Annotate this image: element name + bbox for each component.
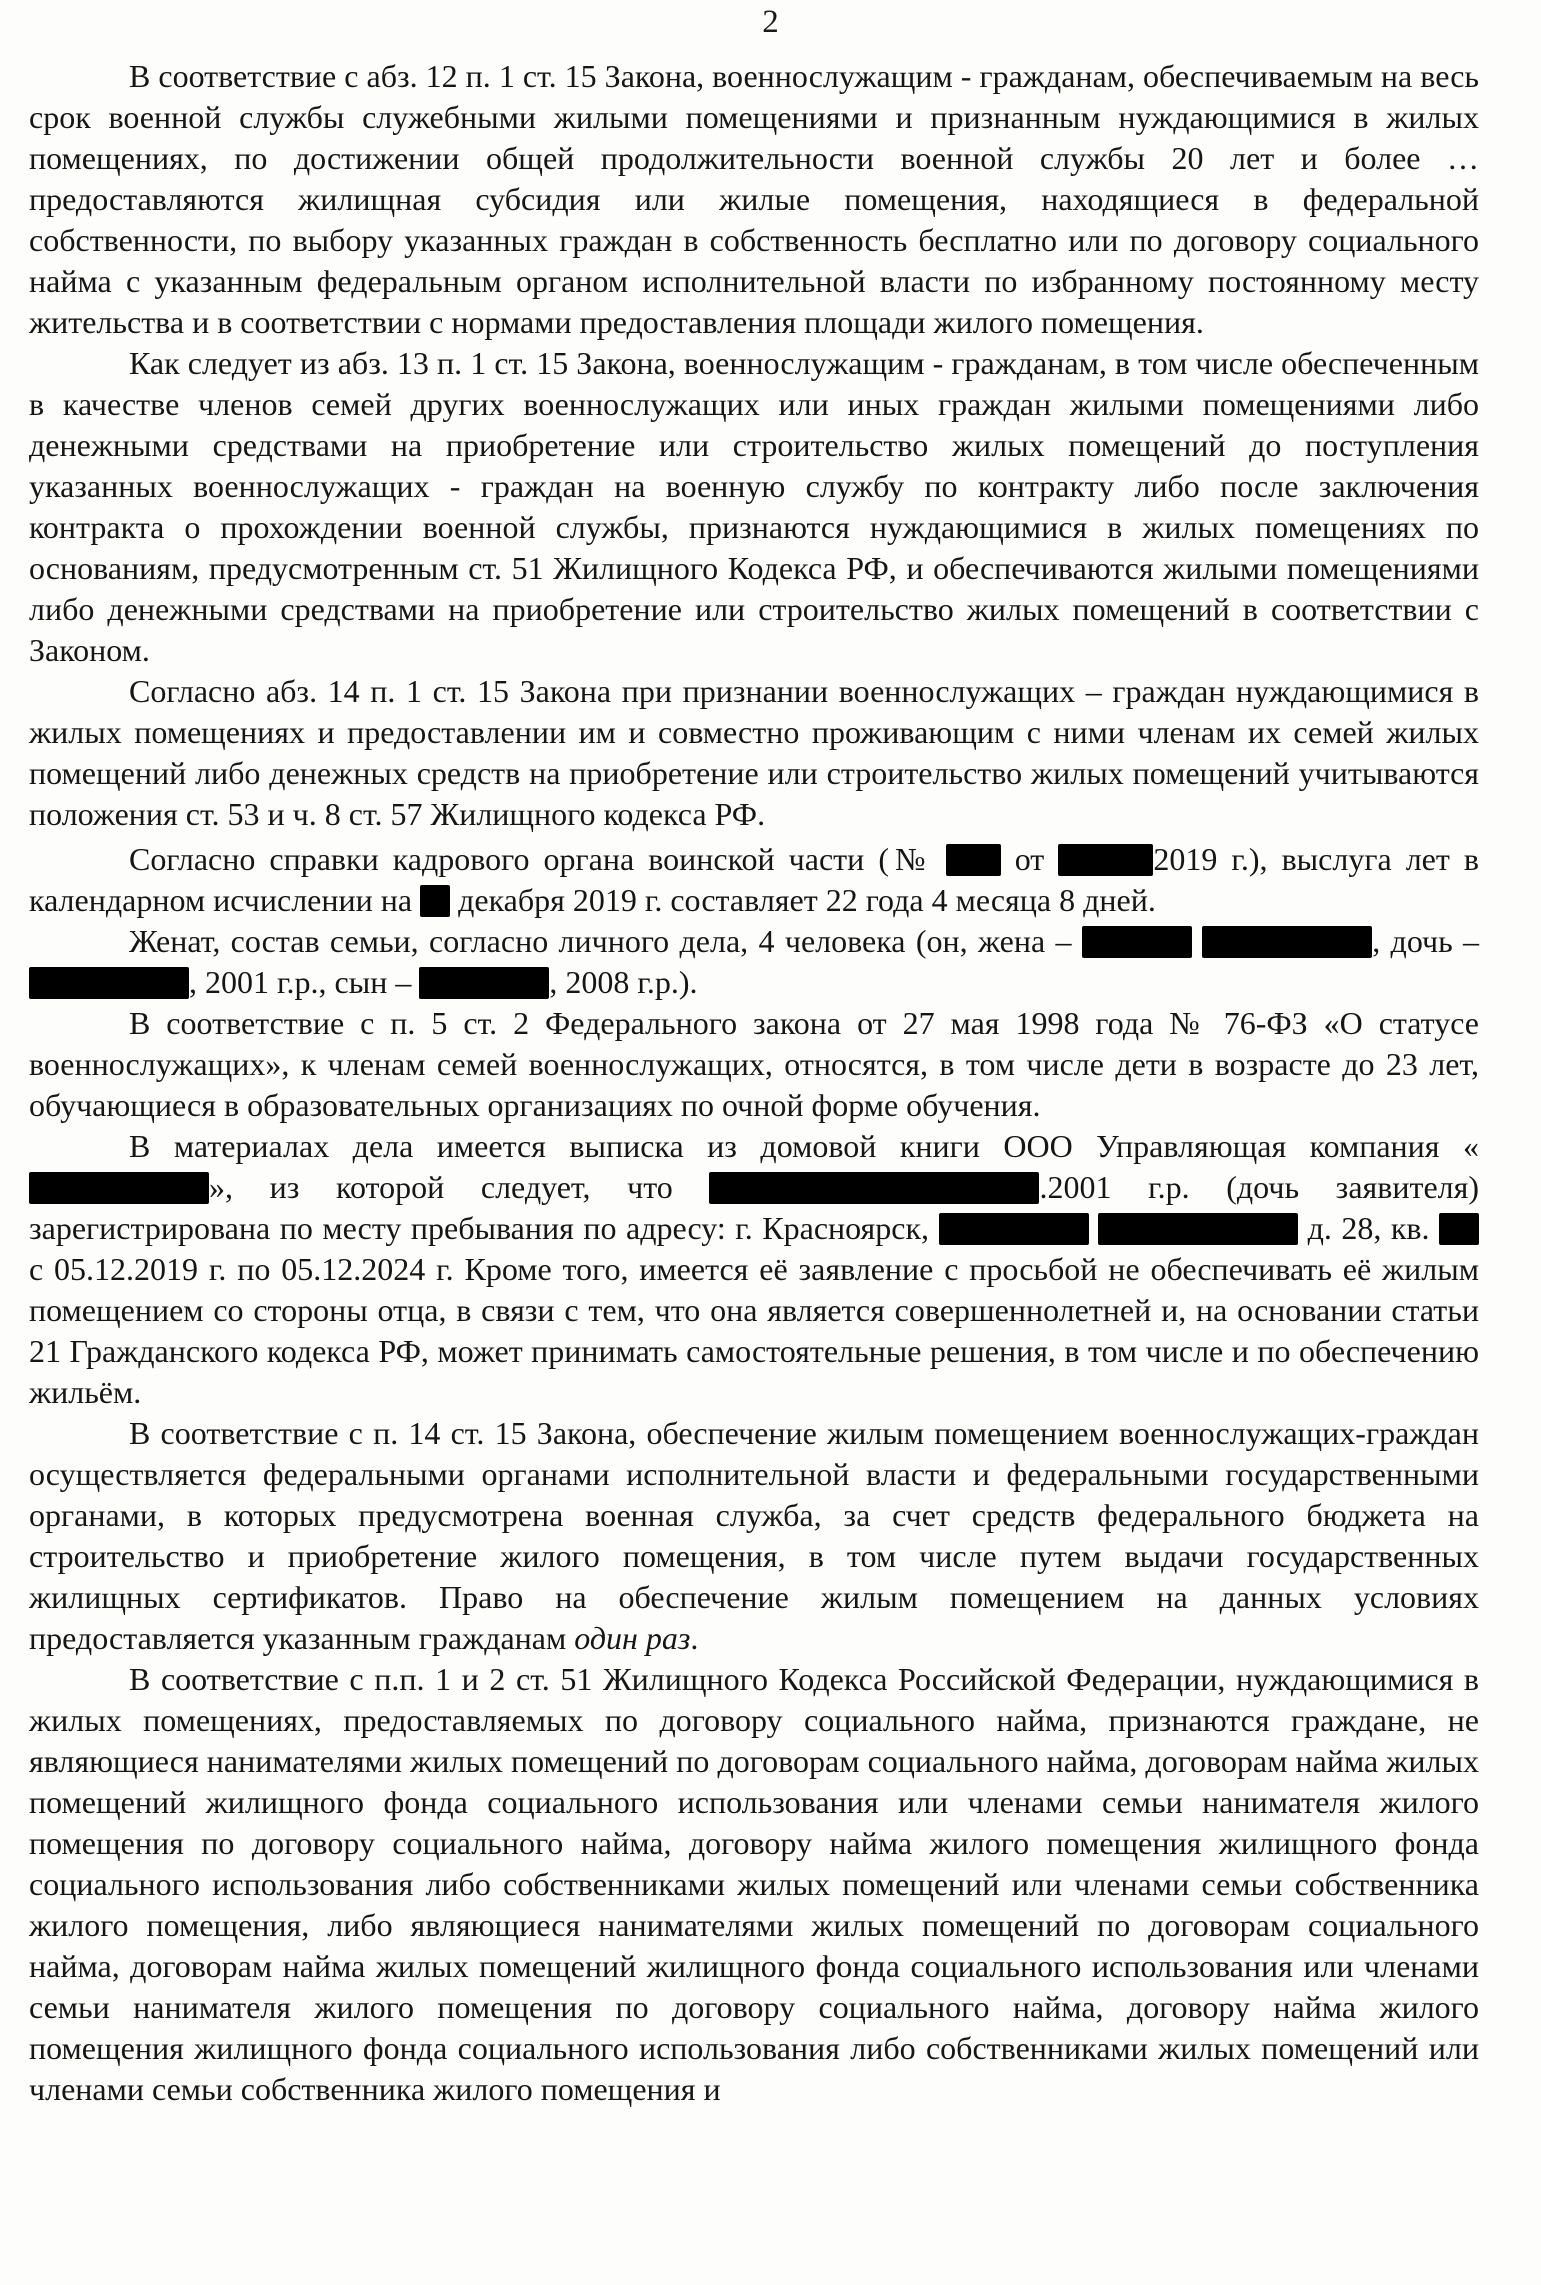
paragraph-8 xyxy=(29,1413,1479,1659)
p4-text-c: 2019 г.), выслуга лет в календарном исчислении на xyxy=(29,841,1480,918)
redaction-box xyxy=(1058,844,1153,876)
paragraph-6: В соответствие с п. 5 ст. 2 Федерального закона от 27 мая 1998 года № 76-ФЗ «О статусе военнослужащих», к членам семей военнослужащих, относятся, в том числе дети в возрасте до 23 лет, обучающиеся в образовательных организациях по очной форме обучения. xyxy=(29,1005,1479,1123)
p7-text-b: », из которой следует, что xyxy=(209,1169,673,1205)
redaction-box xyxy=(29,967,189,999)
paragraph-5 xyxy=(29,921,1479,1003)
redaction-box xyxy=(1439,1213,1479,1245)
p8-text-a: В соответствие с п. 14 ст. 15 Закона, обеспечение жилым помещением военнослужащих-граждан осуществляется федеральными органами исполнительной власти и федеральными государственными органами, в которых предусмотрена военная служба, за счет средств федерального бюджета на строительство и приобретение жилого помещения, в том числе путем выдачи государственных жилищных сертификатов. Право на обеспечение жилым помещением на данных условиях предоставляется указанным гражданам xyxy=(29,1415,1479,1656)
document-body xyxy=(29,56,1479,2110)
page-number: 2 xyxy=(762,4,779,40)
redaction-box xyxy=(946,844,1001,876)
p8-text-c: . xyxy=(690,1620,699,1656)
paragraph-9: В соответствие с п.п. 1 и 2 ст. 51 Жилищного Кодекса Российской Федерации, нуждающимися в жилых помещениях, предоставляемых по договору социального найма, признаются граждане, не являющиеся нанимателями жилых помещений по договорам социального найма, договорам найма жилых помещений жилищного фонда социального использования или членами семьи нанимателя жилого помещения по договору социального найма, договору найма жилого помещения жилищного фонда социального использования либо собственниками жилых помещений или членами семьи собственника жилого помещения, либо являющиеся нанимателями жилых помещений по договорам социального найма, договорам найма жилых помещений жилищного фонда социального использования или членами семьи нанимателя жилого помещения по договору социального найма, договору найма жилого помещения жилищного фонда социального использования либо собственниками жилых помещений или членами семьи собственника жилого помещения и xyxy=(29,1661,1479,2107)
redaction-box xyxy=(939,1213,1089,1245)
p7-text-d: д. 28, кв. xyxy=(1307,1210,1430,1246)
redaction-box xyxy=(1098,1213,1298,1245)
paragraph-3: Согласно абз. 14 п. 1 ст. 15 Закона при признании военнослужащих – граждан нуждающимися в жилых помещениях и предоставлении им и совместно проживающим с ними членам их семей жилых помещений либо денежных средств на приобретение или строительство жилых помещений учитываются положения ст. 53 и ч. 8 ст. 57 Жилищного кодекса РФ. xyxy=(29,673,1479,832)
redaction-box xyxy=(420,885,450,917)
p4-text-d: декабря 2019 г. составляет 22 года 4 месяца 8 дней. xyxy=(458,882,1156,918)
p4-text-b: от xyxy=(1014,841,1045,877)
paragraph-1: В соответствие с абз. 12 п. 1 ст. 15 Закона, военнослужащим - гражданам, обеспечиваемым на весь срок военной службы служебными жилыми помещениями и признанным нуждающимися в жилых помещениях, по достижении общей продолжительности военной службы 20 лет и более … предоставляются жилищная субсидия или жилые помещения, находящиеся в федеральной собственности, по выбору указанных граждан в собственность бесплатно или по договору социального найма с указанным федеральным органом исполнительной власти по избранному постоянному месту жительства и в соответствии с нормами предоставления площади жилого помещения. xyxy=(29,58,1479,340)
p4-text-a: Согласно справки кадрового органа воинской части (№ xyxy=(129,841,932,877)
p5-text-a: Женат, состав семьи, согласно личного дела, 4 человека (он, жена – xyxy=(129,923,1072,959)
redaction-box xyxy=(1202,926,1372,958)
redaction-box xyxy=(709,1172,1039,1204)
paragraph-4 xyxy=(29,839,1479,921)
redaction-box xyxy=(419,967,549,999)
paragraph-7 xyxy=(29,1126,1479,1413)
p7-text-c: .2001 г.р. (дочь заявителя) зарегистрирована по месту пребывания по адресу: г. Красноярск, xyxy=(29,1169,1480,1246)
redaction-box xyxy=(1082,926,1192,958)
p5-text-d: , 2008 г.р.). xyxy=(549,964,698,1000)
redaction-box xyxy=(29,1172,209,1204)
p5-text-c: , 2001 г.р., сын – xyxy=(189,964,412,1000)
p5-text-b: , дочь – xyxy=(1372,923,1480,959)
p7-text-a: В материалах дела имеется выписка из домовой книги ООО Управляющая компания « xyxy=(129,1128,1479,1164)
paragraph-2: Как следует из абз. 13 п. 1 ст. 15 Закона, военнослужащим - гражданам, в том числе обеспеченным в качестве членов семей других военнослужащих или иных граждан жилыми помещениями либо денежными средствами на приобретение или строительство жилых помещений до поступления указанных военнослужащих - граждан на военную службу по контракту либо после заключения контракта о прохождении военной службы, признаются нуждающимися в жилых помещениях по основаниям, предусмотренным ст. 51 Жилищного Кодекса РФ, и обеспечиваются жилыми помещениями либо денежными средствами на приобретение или строительство жилых помещений в соответствии с Законом. xyxy=(29,345,1479,668)
p8-emphasis: один раз xyxy=(574,1620,691,1656)
p7-text-e: с 05.12.2019 г. по 05.12.2024 г. Кроме того, имеется её заявление с просьбой не обеспечивать её жилым помещением со стороны отца, в связи с тем, что она является совершеннолетней и, на основании статьи 21 Гражданского кодекса РФ, может принимать самостоятельные решения, в том числе и по обеспечению жильём. xyxy=(29,1251,1479,1410)
